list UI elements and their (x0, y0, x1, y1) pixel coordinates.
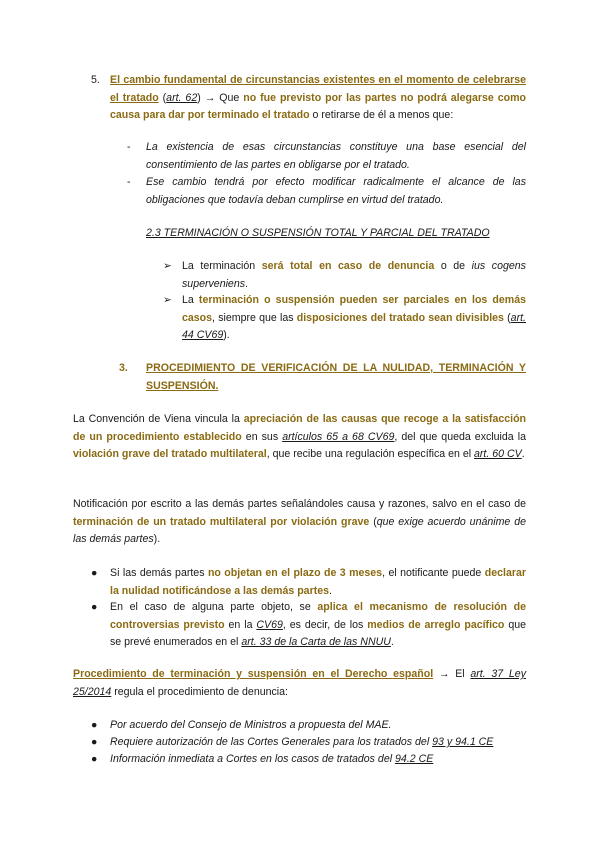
section-heading-2-3: 2.3 TERMINACIÓN O SUSPENSIÓN TOTAL Y PARCIAL DEL TRATADO (146, 227, 490, 239)
arrow-item (182, 292, 526, 345)
arrow-bullet-icon: ➢ (163, 294, 172, 306)
section-3-title: PROCEDIMIENTO DE VERIFICACIÓN DE LA NULIDAD, TERMINACIÓN Y SUSPENSIÓN. (146, 362, 526, 392)
dash-marker: - (127, 141, 131, 153)
bullet-icon: ● (91, 753, 98, 765)
item5-highlight: no fue previsto por las partes no podrá alegarse como causa para dar por terminado el tratado (110, 91, 526, 121)
highlight: terminación de un tratado multilateral por violación grave (73, 515, 370, 528)
text: Requiere autorización de las Cortes Generales para los tratados del (110, 736, 430, 748)
highlight: no objetan en el plazo de 3 meses (207, 567, 383, 579)
arrow-glyph: → (438, 668, 450, 680)
text: En el caso de alguna parte objeto, se (110, 601, 311, 613)
paragraph-derecho-espanol (73, 666, 526, 701)
dash-marker: - (127, 176, 131, 188)
text: , es decir, de los (282, 618, 364, 631)
article-ref[interactable]: 93 y 94.1 CE (432, 736, 494, 748)
text: , siempre que las (212, 311, 294, 324)
text: regula el procedimiento de denuncia: (114, 685, 288, 698)
item5-title: El cambio fundamental de circunstancias existentes en el momento de celebrarse el tratado (110, 74, 526, 104)
bullet-item (110, 751, 526, 769)
text: o de (440, 260, 466, 272)
section-number: 3. (119, 362, 128, 374)
text: . (245, 277, 248, 290)
article-ref[interactable]: 94.2 CE (395, 753, 434, 765)
bullet-icon: ● (91, 567, 98, 579)
text: ( (507, 311, 511, 324)
highlight: aplica el mecanismo de resolución de controversias previsto (110, 601, 527, 631)
bullet-icon: ● (91, 719, 98, 731)
bullet-item (110, 599, 526, 652)
text: . (521, 448, 525, 460)
text: ( (373, 515, 377, 528)
text: Información inmediata a Cortes en los casos de tratados del (110, 753, 393, 765)
paragraph-notificacion (73, 496, 526, 549)
text: en sus (245, 430, 279, 443)
text: El (455, 668, 465, 680)
text: , el notificante puede (382, 567, 482, 579)
bullet-icon: ● (91, 736, 98, 748)
item5-ref[interactable]: art. 62 (166, 91, 198, 104)
dash-item: La existencia de esas circunstancias constituye una base esencial del consentimiento de las partes en obligarse por el tratado. (146, 141, 526, 171)
text: ). (223, 329, 230, 341)
highlight: será total en caso de denuncia (261, 260, 435, 272)
text: ). (153, 533, 161, 545)
article-ref[interactable]: artículos 65 a 68 CV69 (282, 430, 395, 443)
text: La Convención de Viena vincula la (73, 413, 240, 425)
text: , del que queda excluida la (394, 430, 526, 443)
arrow-item (182, 258, 526, 293)
text: en la (228, 618, 253, 631)
dash-item: Ese cambio tendrá por efecto modificar radicalmente el alcance de las obligaciones que todavía deban cumplirse en virtud del tratado. (146, 176, 526, 206)
bullet-item (110, 717, 526, 735)
article-ref[interactable]: art. 33 de la Carta de las NNUU (241, 636, 391, 648)
highlight: medios de arreglo pacífico (367, 618, 505, 631)
item5-text-end: o retirarse de él a menos que: (312, 109, 454, 121)
article-ref[interactable]: art. 44 CV69 (182, 311, 526, 341)
text: Si las demás partes (110, 567, 205, 579)
arrow-bullet-icon: ➢ (163, 260, 172, 272)
bullet-item (110, 734, 526, 752)
arrow-glyph: → (204, 91, 216, 104)
italic-term: ius cogens superveniens (182, 260, 526, 290)
article-ref[interactable]: art. 60 CV (474, 448, 522, 460)
text: . (390, 636, 394, 648)
item5-text: Que (219, 91, 240, 104)
highlight-heading: Procedimiento de terminación y suspensión en el Derecho español (73, 668, 434, 680)
bullet-icon: ● (91, 601, 98, 613)
paragraph-viena (73, 411, 526, 464)
item5-paragraph: El cambio fundamental de circunstancias existentes en el momento de celebrarse el tratado (art. 62) → Que no fue previsto por las partes no podrá alegarse como causa para dar por terminado el tratado o retirarse de él a menos que: (110, 74, 526, 121)
bullet-item (110, 565, 526, 600)
item-number: 5. (91, 74, 100, 86)
text: , que recibe una regulación específica en el (266, 448, 472, 460)
highlight: declarar la nulidad notificándose a las demás partes (110, 567, 526, 597)
highlight: violación grave del tratado multilateral (73, 448, 267, 460)
italic-note: que exige acuerdo unánime de las demás partes (73, 515, 526, 545)
article-ref[interactable]: CV69 (256, 618, 283, 631)
text: La (182, 294, 194, 306)
article-ref[interactable]: art. 37 Ley 25/2014 (73, 668, 526, 698)
highlight: terminación o suspensión pueden ser parciales en los demás casos (182, 294, 526, 324)
highlight: disposiciones del tratado sean divisibles (296, 311, 504, 324)
text: Notificación por escrito a las demás partes señalándoles causa y razones, salvo en el caso de (73, 498, 526, 510)
text: La terminación (182, 260, 256, 272)
text: . (329, 584, 332, 597)
highlight: apreciación de las causas que recoge a la satisfacción de un procedimiento establecido (73, 413, 527, 443)
text: que se prevé enumerados en el (110, 618, 526, 648)
text: Por acuerdo del Consejo de Ministros a propuesta del MAE. (110, 719, 392, 731)
